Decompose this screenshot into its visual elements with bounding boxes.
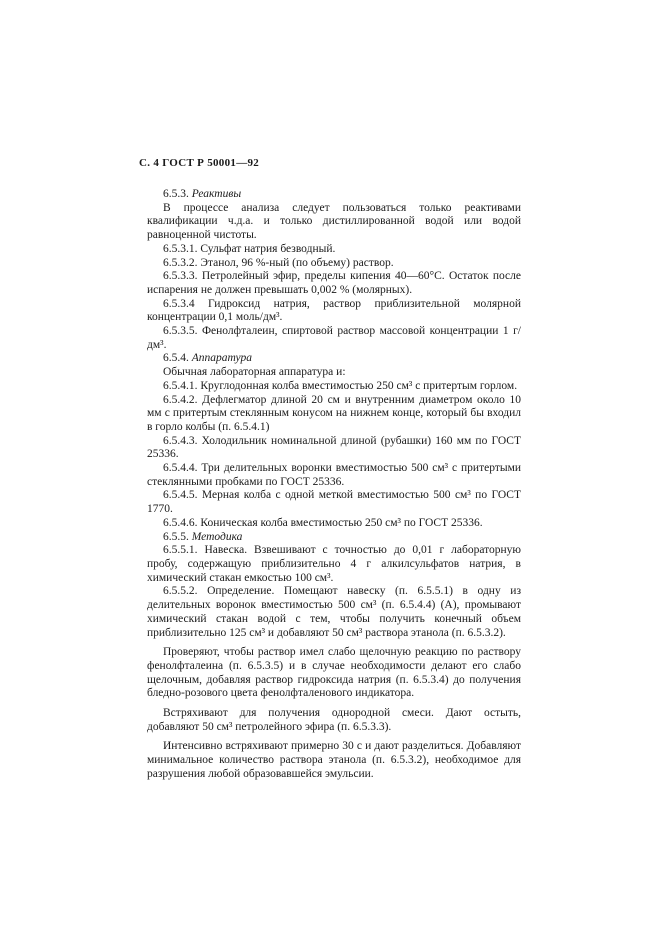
section-number: 6.5.5. <box>163 530 189 543</box>
section-title: Реактивы <box>191 188 242 200</box>
paragraph: В процессе анализа следует пользоваться только реактивами квалификации ч.д.а. и только дистиллированной водой или водой равноценной чистоты. <box>147 201 521 242</box>
paragraph: Проверяют, чтобы раствор имел слабо щелочную реакцию по раствору фенолфталеина (п. 6.5.3.5) и в случае необходимости делают его слабо щелочным, добавляя раствор гидроксида натрия (п. 6.5.3.4) до получения бледно-розового цвета фенолфталенового индикатора. <box>147 646 521 700</box>
paragraph: 6.5.3.3. Петролейный эфир, пределы кипения 40—60°С. Остаток после испарения не должен превышать 0,002 % (молярных). <box>147 270 521 296</box>
running-header: С. 4 ГОСТ Р 50001—92 <box>139 157 260 169</box>
paragraph: Интенсивно встряхивают примерно 30 с и дают разделиться. Добавляют минимальное количество раствора этанола (п. 6.5.3.2), необходимое для разрушения любой образовавшейся эмульсии. <box>147 740 521 780</box>
paragraph: 6.5.4.1. Круглодонная колба вместимостью 250 см³ с притертым горлом. <box>163 379 518 392</box>
section-title: Методика <box>191 530 243 543</box>
paragraph: Встряхивают для получения однородной смеси. Дают остыть, добавляют 50 см³ петролейного эфира (п. 6.5.3.3). <box>147 707 521 733</box>
section-number: 6.5.3. <box>163 188 189 200</box>
paragraph: 6.5.3.2. Этанол, 96 %-ный (по объему) раствор. <box>163 256 394 269</box>
paragraph: 6.5.4.3. Холодильник номинальной длиной (рубашки) 160 мм по ГОСТ 25336. <box>147 434 521 461</box>
paragraph: 6.5.5.2. Определение. Помещают навеску (п. 6.5.5.1) в одну из делительных воронок вместимостью 500 см³ (п. 6.5.4.4) (А), промывают химический стакан водой с тем, чтобы получить конечный объем приблизительно 125 см³ и добавляют 50 см³ раствора этанола (п. 6.5.3.2). <box>147 585 521 639</box>
section-heading-apparatus <box>147 352 521 366</box>
paragraph: 6.5.4.4. Три делительных воронки вместимостью 500 см³ с притертыми стеклянными пробками по ГОСТ 25336. <box>147 462 521 488</box>
section-number: 6.5.4. <box>163 352 189 365</box>
paragraph: Обычная лабораторная аппаратура и: <box>163 366 346 379</box>
section-title: Аппаратура <box>191 352 252 365</box>
paragraph: 6.5.4.6. Коническая колба вместимостью 250 см³ по ГОСТ 25336. <box>163 516 483 529</box>
paragraph: 6.5.5.1. Навеска. Взвешивают с точностью до 0,01 г лабораторную пробу, содержащую приблизительно 4 г алкилсульфатов натрия, в химический стакан емкостью 100 см³. <box>147 544 521 584</box>
section-heading-reagents <box>147 188 521 202</box>
paragraph: 6.5.3.5. Фенолфталеин, спиртовой раствор массовой концентрации 1 г/дм³. <box>147 325 521 351</box>
paragraph: 6.5.3.1. Сульфат натрия безводный. <box>163 242 336 255</box>
document-body <box>147 188 521 782</box>
section-heading-method <box>147 531 521 545</box>
paragraph: 6.5.3.4 Гидроксид натрия, раствор приблизительной молярной концентрации 0,1 моль/дм³. <box>147 297 521 324</box>
paragraph: 6.5.4.2. Дефлегматор длиной 20 см и внутренним диаметром около 10 мм с притертым стеклянным конусом на нижнем конце, который бы входил в горло колбы (п. 6.5.4.1) <box>147 393 521 433</box>
paragraph: 6.5.4.5. Мерная колба с одной меткой вместимостью 500 см³ по ГОСТ 1770. <box>147 489 521 516</box>
